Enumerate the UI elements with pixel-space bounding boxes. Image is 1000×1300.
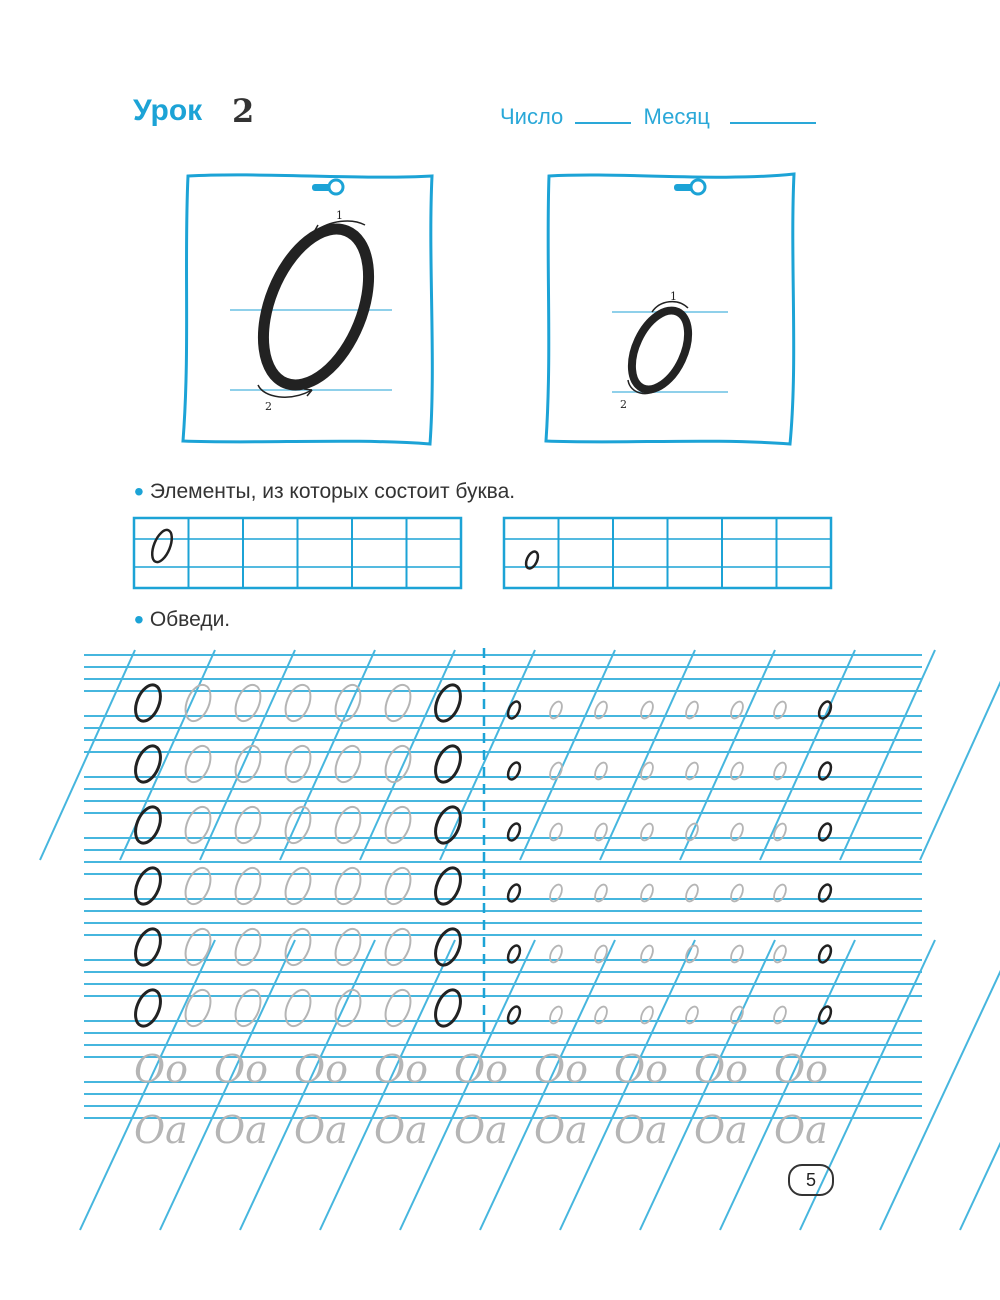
lowercase-o-trace [548, 944, 565, 965]
lowercase-o-trace [593, 883, 610, 904]
lowercase-o-trace [506, 944, 523, 965]
lowercase-o-trace [729, 883, 746, 904]
uppercase-o-trace [381, 803, 416, 846]
uppercase-o-trace [131, 864, 166, 907]
uppercase-o-trace [231, 925, 266, 968]
lowercase-o-trace [593, 761, 610, 782]
uppercase-o-trace [331, 681, 366, 724]
bullet-icon: • [134, 604, 144, 635]
uppercase-o-trace [431, 986, 466, 1029]
uppercase-o-trace [281, 681, 316, 724]
lowercase-o-trace [684, 883, 701, 904]
lowercase-o-trace [772, 700, 789, 721]
bigram-trace: Оа [214, 1108, 268, 1152]
uppercase-o-trace [281, 986, 316, 1029]
bigram-trace: Оа [614, 1108, 668, 1152]
bigram-trace: Оо [774, 1047, 829, 1091]
uppercase-o-trace [231, 986, 266, 1029]
uppercase-o-trace [181, 864, 216, 907]
slant-line [200, 650, 295, 860]
lowercase-o-trace [593, 822, 610, 843]
page-number: 5 [788, 1164, 834, 1196]
uppercase-o-trace [431, 742, 466, 785]
lowercase-o-trace [817, 700, 834, 721]
instruction-trace: • Обведи. [134, 604, 231, 635]
lowercase-o-trace [684, 700, 701, 721]
instruction-elements: • Элементы, из которых состоит буква. [134, 476, 516, 507]
uppercase-o-trace [181, 925, 216, 968]
slant-line [920, 650, 1000, 860]
uppercase-o-trace [381, 864, 416, 907]
bigram-trace: Оо [454, 1047, 509, 1091]
lowercase-o-trace [639, 700, 656, 721]
month-label: Месяц [643, 104, 710, 129]
slant-line [520, 650, 615, 860]
uppercase-o-trace [431, 864, 466, 907]
uppercase-o-trace [431, 803, 466, 846]
uppercase-o-trace [331, 742, 366, 785]
uppercase-o-trace [181, 986, 216, 1029]
lowercase-o-trace [548, 761, 565, 782]
bigram-trace: Оо [134, 1047, 189, 1091]
lowercase-o-trace [684, 1005, 701, 1026]
uppercase-o-trace [381, 925, 416, 968]
slant-line [680, 650, 775, 860]
stroke-number-1: 1 [336, 209, 343, 222]
lowercase-o-trace [817, 761, 834, 782]
bullet-icon: • [134, 476, 144, 507]
uppercase-o-trace [181, 742, 216, 785]
bigram-trace: Оа [534, 1108, 588, 1152]
lowercase-o-trace [506, 822, 523, 843]
lowercase-o-trace [729, 822, 746, 843]
uppercase-o-trace [381, 681, 416, 724]
lowercase-o-trace [593, 700, 610, 721]
lowercase-o-trace [817, 883, 834, 904]
uppercase-o-trace [281, 864, 316, 907]
lowercase-o-trace [548, 822, 565, 843]
uppercase-o-trace [131, 742, 166, 785]
uppercase-o-trace [331, 803, 366, 846]
slant-line [600, 650, 695, 860]
bigram-trace: Оа [454, 1108, 508, 1152]
day-label: Число [500, 104, 564, 129]
slant-line [760, 650, 855, 860]
bigram-trace: Оа [134, 1108, 188, 1152]
lowercase-o-trace [506, 883, 523, 904]
uppercase-o-trace [131, 681, 166, 724]
lesson-label: Урок [133, 94, 203, 127]
bigram-trace: Оо [614, 1047, 669, 1091]
uppercase-o-trace [231, 803, 266, 846]
lesson-number: 2 [232, 92, 255, 130]
bigram-trace: Оо [694, 1047, 749, 1091]
lowercase-o-trace [729, 944, 746, 965]
lowercase-o-trace [772, 822, 789, 843]
uppercase-o-trace [131, 925, 166, 968]
uppercase-o-trace [181, 803, 216, 846]
slant-line [40, 650, 135, 860]
bigram-trace: Оа [774, 1108, 828, 1152]
letter-rows [131, 681, 834, 1029]
uppercase-o-trace [281, 803, 316, 846]
lowercase-o-trace [817, 1005, 834, 1026]
lowercase-o-trace [639, 761, 656, 782]
stroke-number-1: 1 [670, 290, 677, 303]
lowercase-o-trace [548, 700, 565, 721]
lowercase-o-trace [729, 761, 746, 782]
bigram-trace: Оо [374, 1047, 429, 1091]
lowercase-o-trace [639, 1005, 656, 1026]
uppercase-o-trace [131, 803, 166, 846]
bigram-trace: Оо [534, 1047, 589, 1091]
slant-line [840, 650, 935, 860]
lowercase-o-trace [817, 944, 834, 965]
lowercase-o-trace [639, 944, 656, 965]
bigram-trace: Оа [294, 1108, 348, 1152]
bigram-trace: Оо [214, 1047, 269, 1091]
lowercase-o-trace [729, 700, 746, 721]
uppercase-o-trace [231, 864, 266, 907]
lowercase-o-trace [772, 761, 789, 782]
uppercase-o-trace [331, 925, 366, 968]
uppercase-o-trace [431, 925, 466, 968]
lowercase-o-trace [772, 883, 789, 904]
lowercase-o-trace [548, 1005, 565, 1026]
lowercase-o-trace [506, 761, 523, 782]
bigram-trace: Оо [294, 1047, 349, 1091]
uppercase-o-trace [131, 986, 166, 1029]
lowercase-o-trace [639, 822, 656, 843]
uppercase-o-trace [281, 925, 316, 968]
lowercase-o-trace [817, 822, 834, 843]
uppercase-o-trace [381, 986, 416, 1029]
lowercase-o-trace [729, 1005, 746, 1026]
lowercase-o-trace [593, 944, 610, 965]
lowercase-o-trace [506, 700, 523, 721]
uppercase-o-trace [431, 681, 466, 724]
bigram-trace: Оа [694, 1108, 748, 1152]
bigram-trace: Оа [374, 1108, 428, 1152]
stroke-number-2: 2 [265, 400, 272, 413]
uppercase-o-trace [231, 681, 266, 724]
lowercase-o-trace [639, 883, 656, 904]
bigram-rows [134, 1047, 828, 1152]
lowercase-o-trace [548, 883, 565, 904]
lowercase-o-trace [772, 944, 789, 965]
lowercase-o-trace [593, 1005, 610, 1026]
lowercase-o-trace [772, 1005, 789, 1026]
lowercase-o-trace [506, 1005, 523, 1026]
lowercase-o-trace [684, 761, 701, 782]
uppercase-o-trace [331, 864, 366, 907]
lowercase-o-trace [684, 944, 701, 965]
stroke-number-2: 2 [620, 398, 627, 411]
uppercase-o-trace [281, 742, 316, 785]
